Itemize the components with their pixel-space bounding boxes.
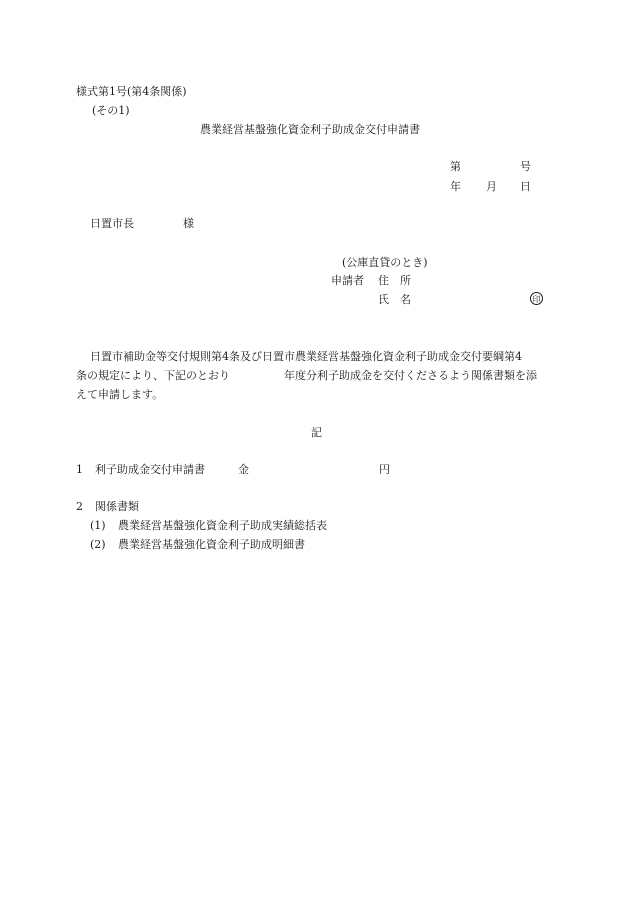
- item-1-label: 利子助成金交付申請書: [95, 463, 205, 476]
- doc-number-go: 号: [520, 160, 531, 173]
- ki-mark: 記: [311, 426, 322, 439]
- form-sub-number: (その1): [92, 104, 130, 117]
- item-1-number: 1: [76, 463, 83, 476]
- doc-number-dai: 第: [450, 160, 461, 173]
- applicant-note: (公庫直貸のとき): [342, 256, 428, 269]
- applicant-address-label: 住 所: [378, 274, 411, 287]
- body-line-2a: 条の規定により、下記のとおり: [76, 369, 230, 382]
- sub-item-1-label: 農業経営基盤強化資金利子助成実績総括表: [118, 519, 327, 532]
- form-number: 様式第1号(第4条関係): [76, 85, 187, 98]
- date-month: 月: [486, 180, 497, 193]
- item-1-yen: 円: [379, 463, 390, 476]
- applicant-name-label: 氏 名: [378, 293, 411, 306]
- document-title: 農業経営基盤強化資金利子助成金交付申請書: [200, 123, 420, 136]
- body-line-3: えて申請します。: [76, 388, 164, 401]
- item-1-kin: 金: [238, 463, 249, 476]
- addressee-honorific: 様: [183, 217, 194, 230]
- body-line-1: 日置市補助金等交付規則第4条及び日置市農業経営基盤強化資金利子助成金交付要綱第4: [90, 350, 522, 363]
- item-2-label: 関係書類: [95, 500, 139, 513]
- applicant-label: 申請者: [331, 274, 364, 287]
- sub-item-2-label: 農業経営基盤強化資金利子助成明細書: [118, 538, 305, 551]
- seal-mark: 印: [530, 292, 543, 305]
- sub-item-1-number: (1): [90, 519, 106, 532]
- date-day: 日: [520, 180, 531, 193]
- body-line-2b: 年度分利子助成金を交付くださるよう関係書類を添: [284, 369, 537, 382]
- date-year: 年: [450, 180, 461, 193]
- item-2-number: 2: [76, 500, 83, 513]
- addressee-name: 日置市長: [90, 217, 134, 230]
- sub-item-2-number: (2): [90, 538, 106, 551]
